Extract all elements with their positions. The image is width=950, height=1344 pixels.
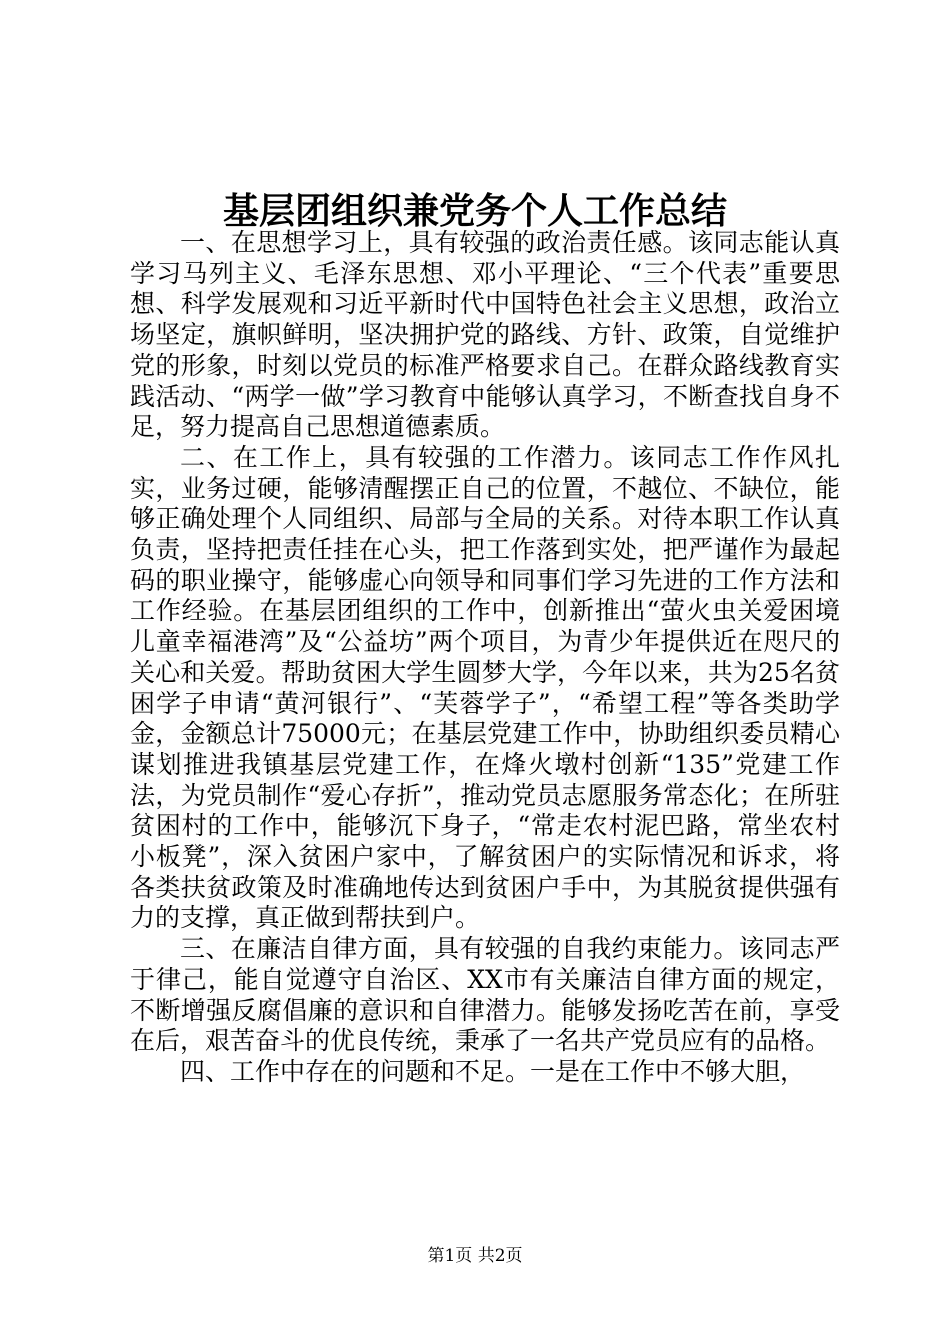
document-body xyxy=(130,228,840,1088)
paragraph-3: 三、在廉洁自律方面，具有较强的自我约束能力。该同志严于律己，能自觉遵守自治区、XX市有关廉洁自律方面的规定，不断增强反腐倡廉的意识和自律潜力。能够发扬吃苦在前，享受在后，艰苦奋斗的优良传统，秉承了一名共产党员应有的品格。 xyxy=(130,934,840,1056)
page-number-footer: 第1页 共2页 xyxy=(427,1246,523,1266)
paragraph-4: 四、工作中存在的问题和不足。一是在工作中不够大胆， xyxy=(180,1056,806,1086)
paragraph-1: 一、在思想学习上，具有较强的政治责任感。该同志能认真学习马列主义、毛泽东思想、邓小平理论、“三个代表”重要思想、科学发展观和习近平新时代中国特色社会主义思想，政治立场坚定，旗帜鲜明，坚决拥护党的路线、方针、政策，自觉维护党的形象，时刻以党员的标准严格要求自己。在群众路线教育实践活动、“两学一做”学习教育中能够认真学习，不断查找自身不足，努力提高自己思想道德素质。 xyxy=(130,228,840,442)
document-title: 基层团组织兼党务个人工作总结 xyxy=(222,190,727,232)
paragraph-2: 二、在工作上，具有较强的工作潜力。该同志工作作风扎实，业务过硬，能够清醒摆正自己的位置，不越位、不缺位，能够正确处理个人同组织、局部与全局的关系。对待本职工作认真负责，坚持把责任挂在心头，把工作落到实处，把严谨作为最起码的职业操守，能够虚心向领导和同事们学习先进的工作方法和工作经验。在基层团组织的工作中，创新推出“萤火虫关爱困境儿童幸福港湾”及“公益坊”两个项目，为青少年提供近在咫尺的关心和关爱。帮助贫困大学生圆梦大学，今年以来，共为25名贫困学子申请“黄河银行”、“芙蓉学子”，“希望工程”等各类助学金，金额总计75000元；在基层党建工作中，协助组织委员精心谋划推进我镇基层党建工作，在烽火墩村创新“135”党建工作法，为党员制作“爱心存折”，推动党员志愿服务常态化；在所驻贫困村的工作中，能够沉下身子，“常走农村泥巴路，常坐农村小板凳”，深入贫困户家中，了解贫困户的实际情况和诉求，将各类扶贫政策及时准确地传达到贫困户手中，为其脱贫提供强有力的支撑，真正做到帮扶到户。 xyxy=(130,442,840,933)
